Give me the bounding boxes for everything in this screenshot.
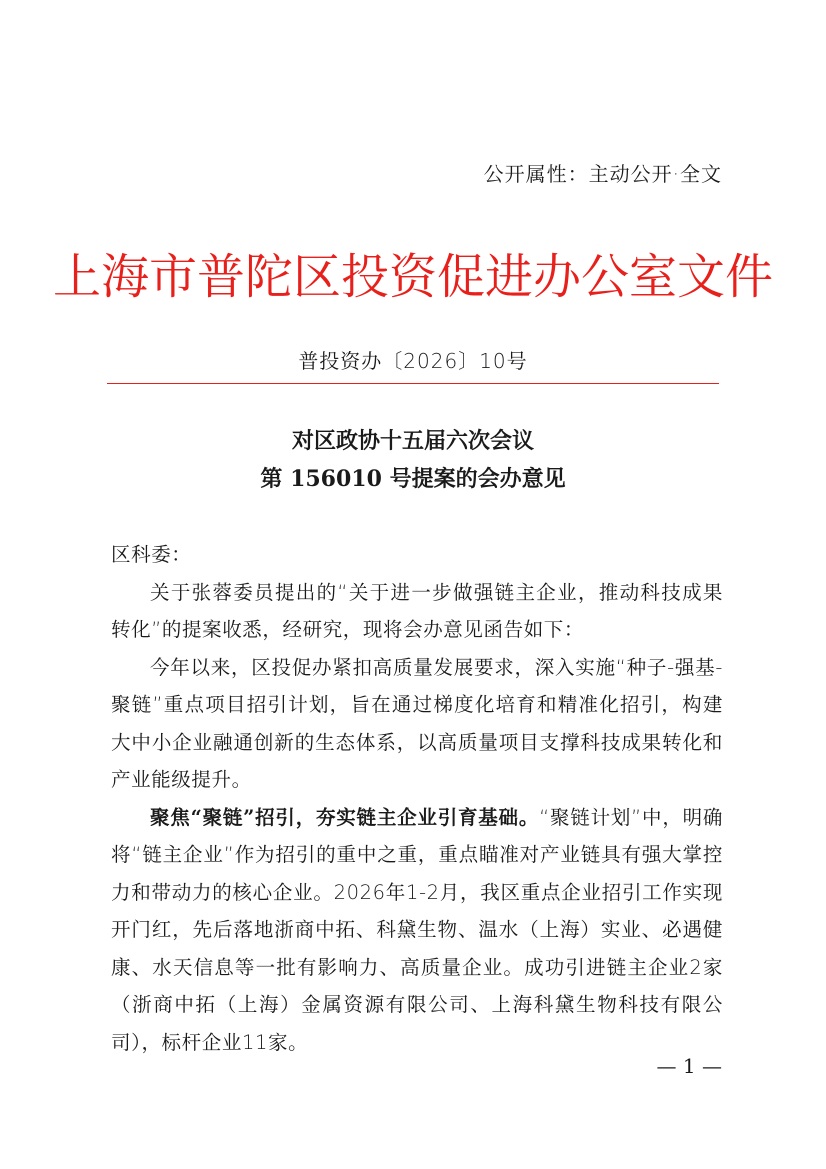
paragraph-1: 关于张蓉委员提出的“关于进一步做强链主企业，推动科技成果转化”的提案收悉，经研究，现将会办意见函告如下： <box>111 580 723 641</box>
subject-line-2: 第 156010 号提案的会办意见 <box>260 466 566 492</box>
paragraph-2: 今年以来，区投促办紧扣高质量发展要求，深入实施“种子-强基-聚链”重点项目招引计划，旨在通过梯度化培育和精准化招引，构建大中小企业融通创新的生态体系，以高质量项目支撑科技成果转化和产业能级提升。 <box>111 655 723 791</box>
disclosure-attribute: 公开属性：主动公开·全文 <box>483 162 722 186</box>
addressee: 区科委： <box>111 543 192 566</box>
subject-line-1: 对区政协十五届六次会议 <box>291 428 534 454</box>
paragraph-3 <box>111 799 723 1062</box>
document-body <box>111 536 723 1061</box>
issuer-title: 上海市普陀区投资促进办公室文件 <box>52 249 773 305</box>
paragraph-3-text: “聚链计划”中，明确将“链主企业”作为招引的重中之重，重点瞄准对产业链具有强大掌控力和带动力的核心企业。2026年1-2月，我区重点企业招引工作实现开门红，先后落地浙商中拓、科黛生物、温水（上海）实业、必遇健康、水天信息等一批有影响力、高质量企业。成功引进链主企业2家（浙商中拓（上海）金属资源有限公司、上海科黛生物科技有限公司），标杆企业11家。 <box>111 805 723 1054</box>
document-number: 普投资办〔2026〕10号 <box>298 349 528 373</box>
paragraph-3-heading: 聚焦“聚链”招引，夯实链主企业引育基础。 <box>150 805 540 829</box>
page-number: — 1 — <box>656 1054 722 1078</box>
red-divider-line <box>107 383 719 384</box>
subject-title <box>0 422 826 498</box>
